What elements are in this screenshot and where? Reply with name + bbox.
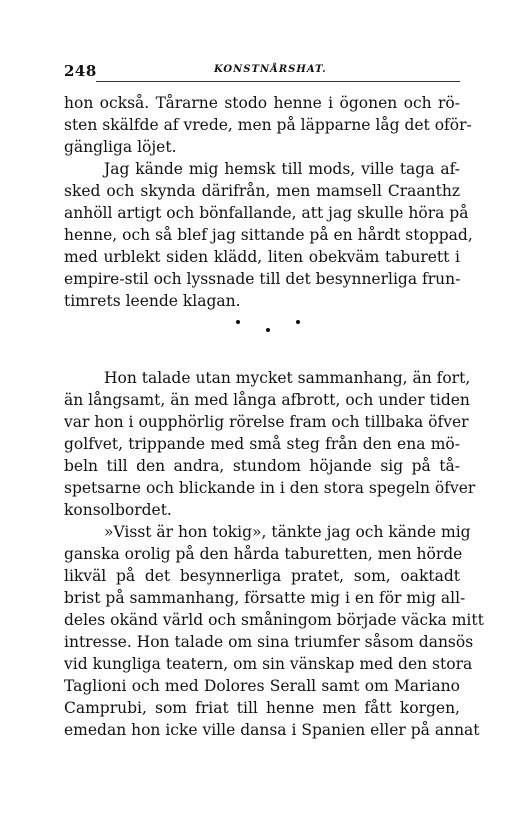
text-line: Taglioni och med Dolores Serall samt om Mariano [64, 677, 460, 695]
text-line: brist på sammanhang, försatte mig i en för mig all- [64, 589, 466, 607]
asterisk-left [236, 320, 240, 324]
text-line: empire-stil och lyssnade till det besynnerliga frun- [64, 270, 461, 288]
text-line: konsolbordet. [64, 501, 172, 519]
asterisk-center [266, 328, 270, 332]
text-line: timrets leende klagan. [64, 292, 241, 310]
text-line: »Visst är hon tokig», tänkte jag och kände mig [104, 523, 471, 541]
text-block-before-break [64, 92, 473, 312]
text-line: golfvet, trippande med små steg från den ena mö- [64, 435, 460, 453]
asterisk-right [296, 320, 300, 324]
text-line: Jag kände mig hemsk till mods, ville taga af- [104, 160, 460, 178]
text-line: likväl på det besynnerliga pratet, som, oaktadt [64, 567, 460, 585]
text-line: anhöll artigt och bönfallande, att jag skulle höra på [64, 204, 469, 222]
running-title: KONSTNÅRSHAT. [214, 64, 327, 75]
text-line: sten skälfde af vrede, men på läpparne låg det oför- [64, 116, 472, 134]
text-line: hon också. Tårarne stodo henne i ögonen och rö- [64, 94, 460, 112]
text-line: deles okänd värld och småningom började väcka mitt [64, 611, 484, 629]
text-line: Camprubi, som friat till henne men fått korgen, [64, 699, 460, 717]
page-header [64, 62, 460, 84]
text-line: gängliga löjet. [64, 138, 177, 156]
text-line: emedan hon icke ville dansa i Spanien eller på annat [64, 721, 480, 739]
text-line: spetsarne och blickande in i den stora spegeln öfver [64, 479, 476, 497]
text-line: vid kungliga teatern, om sin vänskap med den stora [64, 655, 473, 673]
text-line: ganska orolig på den hårda taburetten, men hörde [64, 545, 463, 563]
page-number: 248 [64, 62, 97, 80]
text-line: med urblekt siden klädd, liten obekväm taburett i [64, 248, 460, 266]
text-line: beln till den andra, stundom höjande sig på tå- [64, 457, 460, 475]
text-line: sked och skynda därifrån, men mamsell Craanthz [64, 182, 460, 200]
text-line: än långsamt, än med långa afbrott, och under tiden [64, 391, 470, 409]
text-block-after-break [64, 367, 484, 741]
text-line: var hon i oupphörlig rörelse fram och tillbaka öfver [64, 413, 469, 431]
text-line: henne, och så blef jag sittande på en hårdt stoppad, [64, 226, 473, 244]
text-line: Hon talade utan mycket sammanhang, än fort, [104, 369, 471, 387]
section-break-asterisks [228, 316, 308, 338]
header-rule [96, 81, 460, 82]
text-line: intresse. Hon talade om sina triumfer såsom dansös [64, 633, 474, 651]
